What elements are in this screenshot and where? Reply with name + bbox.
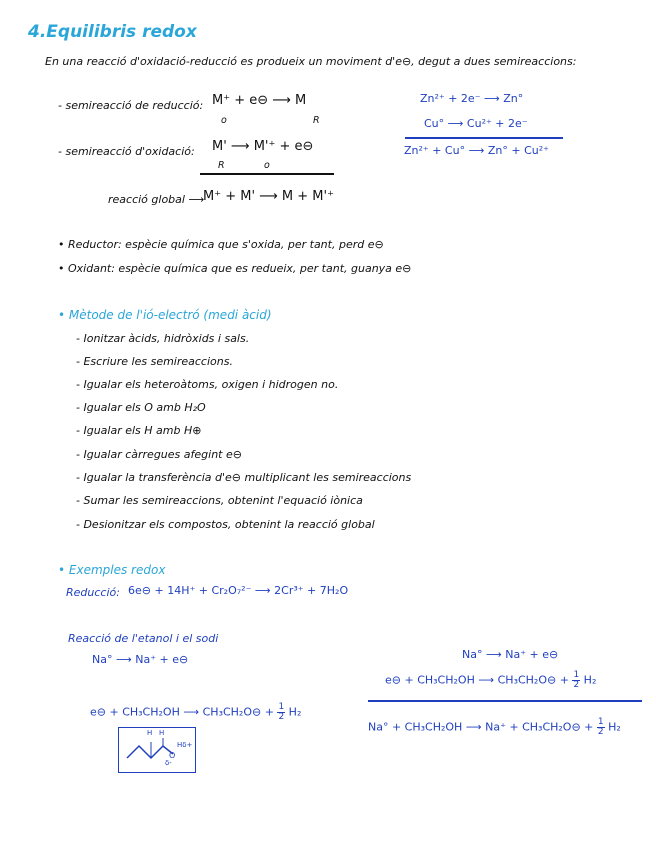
reduction-equation: M⁺ + e⊖ ⟶ M xyxy=(212,93,307,108)
definition-text: : espècie química que es redueix, per tant, guanya e⊖ xyxy=(111,262,412,275)
definition-term: Oxidant xyxy=(68,262,112,275)
examples-title: • Exemples redox xyxy=(58,563,166,577)
fraction-numerator: 1 xyxy=(278,702,285,712)
definition-text: : espècie química que s'oxida, per tant, perd e⊖ xyxy=(117,238,384,251)
structure-delta-minus: δ- xyxy=(165,759,172,767)
method-title: • Mètode de l'ió-electró (medi àcid) xyxy=(58,308,272,322)
half-fraction xyxy=(277,703,285,722)
structure-h2: H xyxy=(159,729,165,737)
method-step: - Igualar els O amb H₂O xyxy=(76,401,206,414)
zn-line-3: Zn²⁺ + Cu° ⟶ Zn° + Cu²⁺ xyxy=(404,144,549,157)
ethanol-equation-text: e⊖ + CH₃CH₂OH ⟶ CH₃CH₂O⊖ + xyxy=(90,705,274,719)
zn-line-2: Cu° ⟶ Cu²⁺ + 2e⁻ xyxy=(424,117,528,130)
right-ethanol-equation xyxy=(385,671,596,690)
oxidation-sub-r: R xyxy=(218,160,225,171)
method-step: - Ionitzar àcids, hidròxids i sals. xyxy=(76,332,250,345)
h2-label: H₂ xyxy=(608,720,621,734)
zn-sum-line xyxy=(405,137,563,139)
method-step: - Igualar càrregues afegint e⊖ xyxy=(76,448,242,461)
definition-oxidant: • Oxidant: espècie química que es redueix, per tant, guanya e⊖ xyxy=(58,262,412,275)
sum-line xyxy=(200,173,334,175)
method-step: - Desionitzar els compostos, obtenint la reacció global xyxy=(76,518,375,531)
oxidation-equation: M' ⟶ M'⁺ + e⊖ xyxy=(212,139,314,154)
ethanol-structure-box xyxy=(118,727,196,773)
definition-reductor: • Reductor: espècie química que s'oxida, per tant, perd e⊖ xyxy=(58,238,384,251)
oxidation-sub-o: o xyxy=(264,160,270,171)
fraction-numerator: 1 xyxy=(573,670,580,680)
global-label: reacció global ⟶ xyxy=(108,193,205,206)
right-sum-line xyxy=(368,700,642,702)
definition-term: Reductor xyxy=(68,238,118,251)
section-title: 4.Equilibris redox xyxy=(28,22,197,42)
fraction-denominator: 2 xyxy=(597,727,604,737)
structure-h-delta: Hδ+ xyxy=(177,741,193,749)
right-global-text: Na° + CH₃CH₂OH ⟶ Na⁺ + CH₃CH₂O⊖ + xyxy=(368,720,594,734)
h2-label: H₂ xyxy=(583,673,597,687)
ethanol-title: Reacció de l'etanol i el sodi xyxy=(68,632,219,645)
method-step: - Igualar els heteroàtoms, oxigen i hidrogen no. xyxy=(76,378,339,391)
oxidation-label: - semireacció d'oxidació: xyxy=(58,145,195,158)
method-step: - Igualar la transferència d'e⊖ multiplicant les semireaccions xyxy=(76,471,412,484)
ethanol-equation xyxy=(90,703,301,722)
right-global-equation xyxy=(368,718,621,737)
fraction-numerator: 1 xyxy=(597,717,604,727)
method-step: - Sumar les semireaccions, obtenint l'equació iònica xyxy=(76,494,363,507)
intro-text: En una reacció d'oxidació-reducció es produeix un moviment d'e⊖, degut a dues semireaccions: xyxy=(45,55,577,68)
method-step: - Igualar els H amb H⊕ xyxy=(76,424,202,437)
reduction-sub-o: o xyxy=(221,115,227,126)
ethanol-structure-drawing xyxy=(119,728,195,772)
h2-label: H₂ xyxy=(288,705,302,719)
right-ethanol-text: e⊖ + CH₃CH₂OH ⟶ CH₃CH₂O⊖ + xyxy=(385,673,569,687)
reduction-sub-r: R xyxy=(313,115,320,126)
half-fraction xyxy=(597,718,605,737)
method-step: - Escriure les semireaccions. xyxy=(76,355,233,368)
structure-o: O xyxy=(169,751,176,760)
zn-line-1: Zn²⁺ + 2e⁻ ⟶ Zn° xyxy=(420,92,524,105)
fraction-denominator: 2 xyxy=(573,680,580,690)
reduction-example-equation: 6e⊖ + 14H⁺ + Cr₂O₇²⁻ ⟶ 2Cr³⁺ + 7H₂O xyxy=(128,584,349,597)
sodium-equation: Na° ⟶ Na⁺ + e⊖ xyxy=(92,653,189,666)
right-sodium-equation: Na° ⟶ Na⁺ + e⊖ xyxy=(462,648,559,661)
global-equation: M⁺ + M' ⟶ M + M'⁺ xyxy=(203,189,334,204)
reduction-label: - semireacció de reducció: xyxy=(58,99,204,112)
structure-h1: H xyxy=(147,729,153,737)
reduction-example-label: Reducció: xyxy=(66,586,120,599)
half-fraction xyxy=(572,671,580,690)
fraction-denominator: 2 xyxy=(278,712,285,722)
